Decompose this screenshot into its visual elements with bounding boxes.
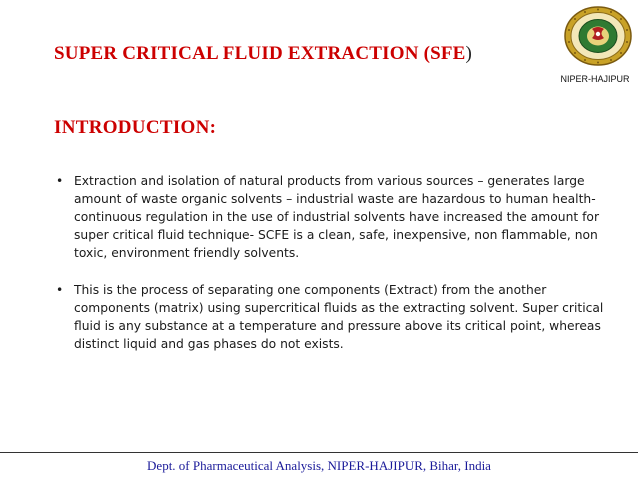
bullet-text: This is the process of separating one components (Extract) from the another components (matrix) using supercritical fluids as the extracting solvent. Super critical fluid is any substance at a temperature and pressure above its critical point, whereas distinct liquid and gas phases do not exists.	[74, 283, 604, 351]
bullet-text: Extraction and isolation of natural products from various sources – generates large amount of waste organic solvents – industrial waste are hazardous to human health- continuous regulation in the use of industrial solvents have increased the amount for super critical fluid technique- SCFE is a clean, safe, inexpensive, non flammable, non toxic, environment friendly solvents.	[74, 174, 600, 260]
footer-text: Dept. of Pharmaceutical Analysis, NIPER-HAJIPUR, Bihar, India	[147, 458, 491, 473]
institute-label: NIPER-HAJIPUR	[560, 74, 630, 84]
bullet-list	[54, 172, 614, 353]
bullet-item	[54, 172, 614, 262]
footer-divider	[0, 452, 638, 453]
section-heading: INTRODUCTION:	[54, 117, 217, 138]
bullet-marker: •	[56, 283, 64, 297]
niper-logo-icon	[563, 5, 633, 67]
slide-title-text: SUPER CRITICAL FLUID EXTRACTION (SFE	[54, 43, 466, 64]
bullet-marker: •	[56, 174, 64, 188]
slide-title	[54, 43, 472, 65]
slide-title-close-paren: )	[465, 43, 473, 64]
bullet-item	[54, 281, 614, 353]
